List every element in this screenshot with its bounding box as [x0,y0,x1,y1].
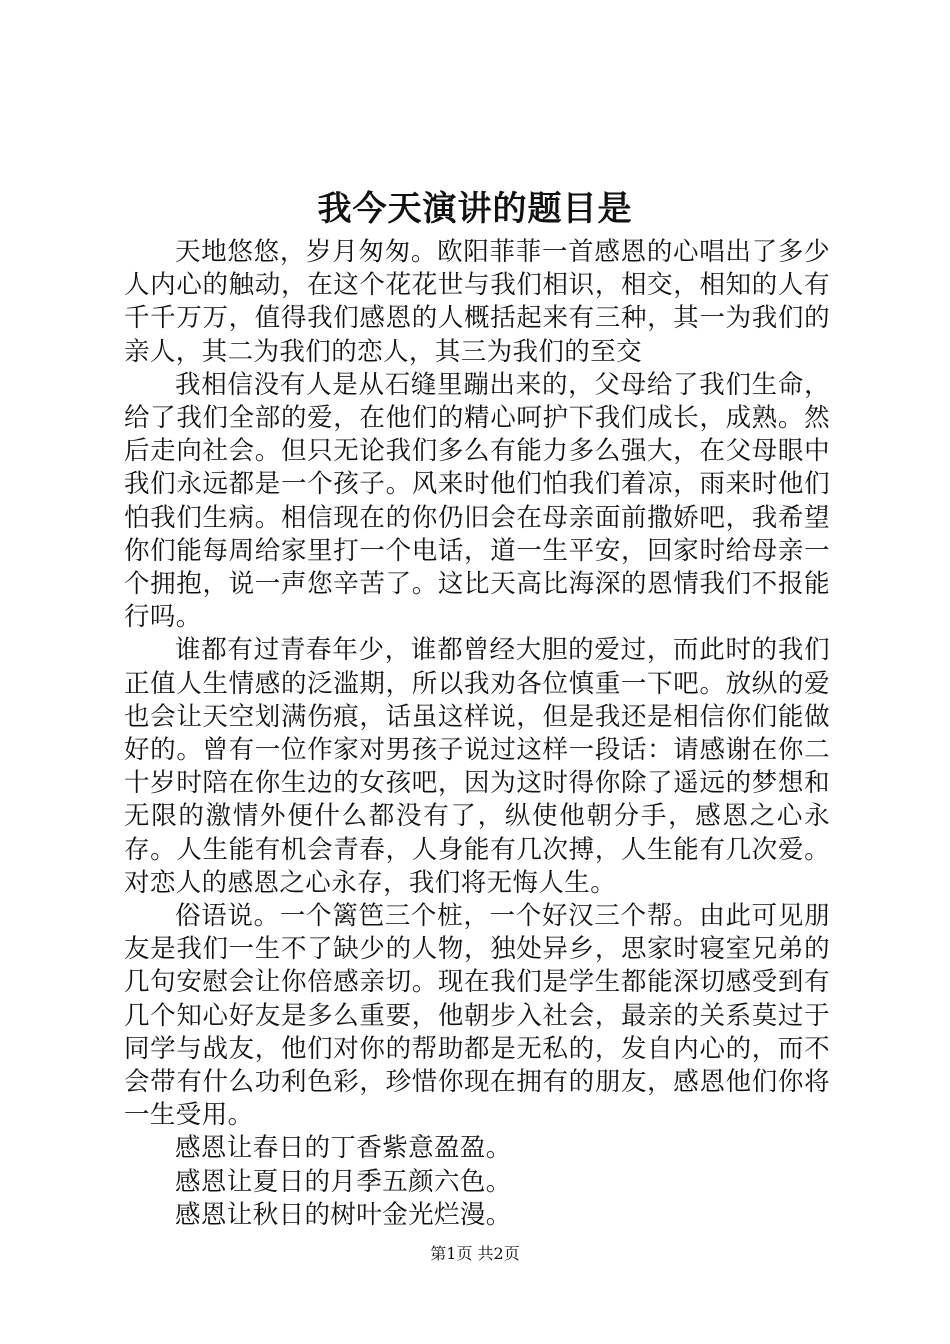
document-title: 我今天演讲的题目是 [317,189,633,229]
page-footer: 第1页 共2页 [430,1244,520,1263]
paragraph-2: 我相信没有人是从石缝里蹦出来的，父母给了我们生命，给了我们全部的爱，在他们的精心呵护下我们成长，成熟。然后走向社会。但只无论我们多么有能力多么强大，在父母眼中我们永远都是一个孩子。风来时他们怕我们着凉，雨来时他们怕我们生病。相信现在的你仍旧会在母亲面前撒娇吧，我希望你们能每周给家里打一个电话，道一生平安，回家时给母亲一个拥抱，说一声您辛苦了。这比天高比海深的恩情我们不报能行吗。 [124,369,830,633]
paragraph-7: 感恩让秋日的树叶金光烂漫。 [175,1199,512,1230]
paragraph-5: 感恩让春日的丁香紫意盈盈。 [175,1133,512,1164]
document-body [124,236,830,1232]
paragraph-4: 俗语说。一个篱笆三个桩，一个好汉三个帮。由此可见朋友是我们一生不了缺少的人物，独处异乡，思家时寝室兄弟的几句安慰会让你倍感亲切。现在我们是学生都能深切感受到有几个知心好友是多么重要，他朝步入社会，最亲的关系莫过于同学与战友，他们对你的帮助都是无私的，发自内心的，而不会带有什么功利色彩，珍惜你现在拥有的朋友，感恩他们你将一生受用。 [124,901,830,1131]
paragraph-3: 谁都有过青春年少，谁都曾经大胆的爱过，而此时的我们正值人生情感的泛滥期，所以我劝各位慎重一下吧。放纵的爱也会让天空划满伤痕，话虽这样说，但是我还是相信你们能做好的。曾有一位作家对男孩子说过这样一段话：请感谢在你二十岁时陪在你生边的女孩吧，因为这时得你除了遥远的梦想和无限的激情外便什么都没有了，纵使他朝分手，感恩之心永存。人生能有机会青春，人身能有几次搏，人生能有几次爱。对恋人的感恩之心永存，我们将无悔人生。 [124,635,830,898]
paragraph-1: 天地悠悠，岁月匆匆。欧阳菲菲一首感恩的心唱出了多少人内心的触动，在这个花花世与我们相识，相交，相知的人有千千万万，值得我们感恩的人概括起来有三种，其一为我们的亲人，其二为我们的恋人，其三为我们的至交 [124,237,830,367]
paragraph-6: 感恩让夏日的月季五颜六色。 [175,1166,512,1197]
